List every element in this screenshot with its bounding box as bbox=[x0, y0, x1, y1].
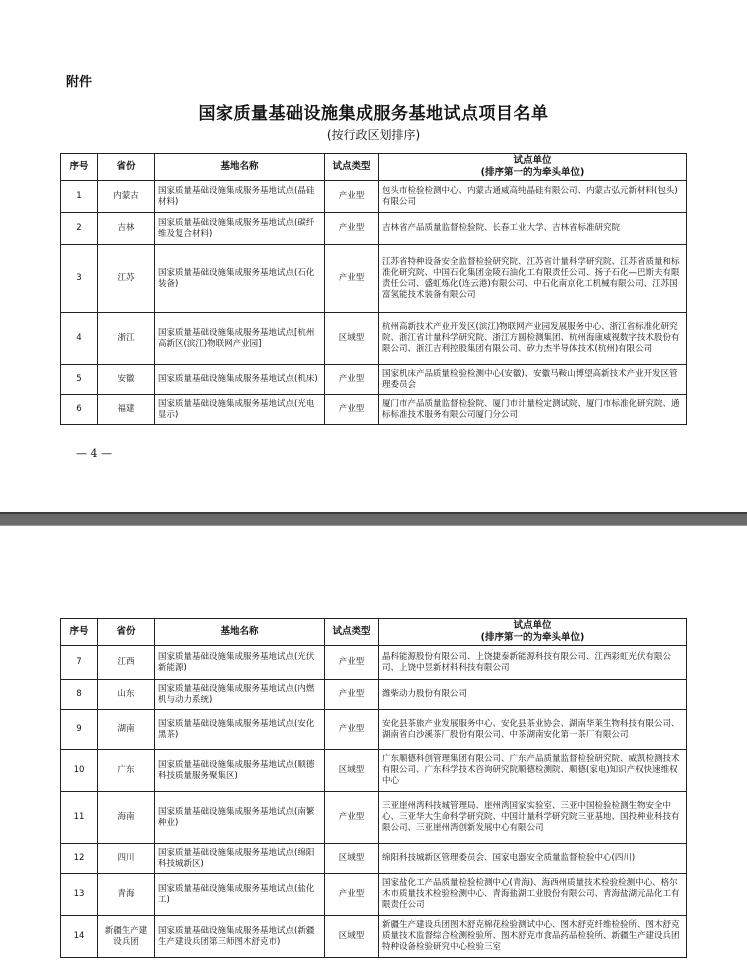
row-base-name: 国家质量基础设施集成服务基地试点(石化装备) bbox=[155, 245, 325, 313]
row-base-name: 国家质量基础设施集成服务基地试点(绵阳科技城新区) bbox=[155, 844, 325, 874]
row-type: 区域型 bbox=[325, 750, 379, 792]
row-type: 产业型 bbox=[325, 680, 379, 710]
header-units bbox=[379, 619, 687, 646]
row-units: 晶科能源股份有限公司、上饶捷泰新能源科技有限公司、江西彩虹光伏有限公司、上饶中昱新材料科技有限公司 bbox=[379, 646, 687, 680]
table-row bbox=[61, 680, 687, 710]
row-province: 广东 bbox=[98, 750, 155, 792]
document-title: 国家质量基础设施集成服务基地试点项目名单 bbox=[198, 104, 549, 124]
row-no: 6 bbox=[61, 395, 98, 425]
row-base-name: 国家质量基础设施集成服务基地试点[杭州高新区(滨江)物联网产业园] bbox=[155, 313, 325, 365]
row-units: 杭州高新技术产业开发区(滨江)物联网产业园发展服务中心、浙江省标准化研究院、浙江省计量科学研究院、浙江方圆检测集团、杭州海康威视数字技术股份有限公司、浙江吉利控股集团有限公司、矽力杰半导体技术(杭州)有限公司 bbox=[379, 313, 687, 365]
row-type: 产业型 bbox=[325, 792, 379, 844]
header-type: 试点类型 bbox=[325, 154, 379, 181]
row-no: 7 bbox=[61, 646, 98, 680]
row-base-name: 国家质量基础设施集成服务基地试点(机床) bbox=[155, 365, 325, 395]
pilot-project-table-1 bbox=[60, 153, 687, 425]
row-province: 安徽 bbox=[98, 365, 155, 395]
row-type: 产业型 bbox=[325, 710, 379, 750]
row-no: 14 bbox=[61, 916, 98, 958]
row-province: 内蒙古 bbox=[98, 181, 155, 213]
table-row bbox=[61, 245, 687, 313]
row-no: 4 bbox=[61, 313, 98, 365]
attachment-label: 附件 bbox=[66, 75, 93, 90]
row-units: 广东顺德科创管理集团有限公司、广东产品质量监督检验研究院、威凯检测技术有限公司、广东科学技术咨询研究院顺德检测院、顺德(家电)知识产权快速维权中心 bbox=[379, 750, 687, 792]
row-province: 福建 bbox=[98, 395, 155, 425]
row-no: 8 bbox=[61, 680, 98, 710]
row-units: 吉林省产品质量监督检验院、长春工业大学、吉林省标准研究院 bbox=[379, 213, 687, 245]
table-row bbox=[61, 395, 687, 425]
row-type: 产业型 bbox=[325, 395, 379, 425]
row-base-name: 国家质量基础设施集成服务基地试点(安化黑茶) bbox=[155, 710, 325, 750]
table-row bbox=[61, 844, 687, 874]
row-units: 国家盐化工产品质量检验检测中心(青海)、海西州质量技术检验检测中心、格尔木市质量技术检验检测中心、青海盐湖工业股份有限公司、青海盐湖元品化工有限责任公司 bbox=[379, 874, 687, 916]
header-type: 试点类型 bbox=[325, 619, 379, 646]
row-base-name: 国家质量基础设施集成服务基地试点(盐化工) bbox=[155, 874, 325, 916]
row-type: 产业型 bbox=[325, 365, 379, 395]
row-province: 海南 bbox=[98, 792, 155, 844]
row-base-name: 国家质量基础设施集成服务基地试点(内燃机与动力系统) bbox=[155, 680, 325, 710]
row-type: 区域型 bbox=[325, 916, 379, 958]
header-units-label: 试点单位 bbox=[513, 155, 552, 166]
row-no: 11 bbox=[61, 792, 98, 844]
row-no: 12 bbox=[61, 844, 98, 874]
row-no: 13 bbox=[61, 874, 98, 916]
row-no: 1 bbox=[61, 181, 98, 213]
table-row bbox=[61, 213, 687, 245]
row-province: 湖南 bbox=[98, 710, 155, 750]
table-row bbox=[61, 750, 687, 792]
header-province: 省份 bbox=[98, 154, 155, 181]
row-type: 产业型 bbox=[325, 213, 379, 245]
table-row bbox=[61, 792, 687, 844]
row-type: 产业型 bbox=[325, 874, 379, 916]
row-base-name: 国家质量基础设施集成服务基地试点(碳纤维及复合材料) bbox=[155, 213, 325, 245]
table-header-row bbox=[61, 154, 687, 181]
table-row bbox=[61, 710, 687, 750]
row-base-name: 国家质量基础设施集成服务基地试点(光伏新能源) bbox=[155, 646, 325, 680]
row-province: 四川 bbox=[98, 844, 155, 874]
row-province: 山东 bbox=[98, 680, 155, 710]
row-units: 新疆生产建设兵团图木舒克棉花检验测试中心、图木舒克纤维检验所、图木舒克质量技术监督综合检测检验所、图木舒克市食品药品检验所、新疆生产建设兵团特种设备检验研究中心检验三室 bbox=[379, 916, 687, 958]
row-province: 青海 bbox=[98, 874, 155, 916]
document-subtitle: (按行政区划排序) bbox=[326, 128, 421, 142]
row-units: 绵阳科技城新区管理委员会、国家电器安全质量监督检验中心(四川) bbox=[379, 844, 687, 874]
header-province: 省份 bbox=[98, 619, 155, 646]
page-separator bbox=[0, 512, 747, 526]
table-row bbox=[61, 874, 687, 916]
header-units-note: (排序第一的为牵头单位) bbox=[480, 167, 585, 178]
row-units: 江苏省特种设备安全监督检验研究院、江苏省计量科学研究院、江苏省质量和标准化研究院、中国石化集团金陵石油化工有限责任公司、扬子石化—巴斯夫有限责任公司、盛虹炼化(连云港)有限公司、中石化南京化工机械有限公司、江苏国富氢能技术装备有限公司 bbox=[379, 245, 687, 313]
row-type: 产业型 bbox=[325, 646, 379, 680]
row-type: 产业型 bbox=[325, 181, 379, 213]
row-units: 三亚崖州湾科技城管理局、崖州湾国家实验室、三亚中国检验检测生物安全中心、三亚华大生命科学研究院、中国计量科学研究院三亚基地、国投种业科技有限公司、三亚崖州湾创新发展中心有限公司 bbox=[379, 792, 687, 844]
row-province: 江苏 bbox=[98, 245, 155, 313]
row-base-name: 国家质量基础设施集成服务基地试点(顺德科技质量服务聚集区) bbox=[155, 750, 325, 792]
table-header-row bbox=[61, 619, 687, 646]
row-units: 安化县茶旅产业发展服务中心、安化县茶业协会、湖南华莱生物科技有限公司、湖南省白沙溪茶厂股份有限公司、中茶湖南安化第一茶厂有限公司 bbox=[379, 710, 687, 750]
table-row bbox=[61, 365, 687, 395]
row-units: 包头市检验检测中心、内蒙古通威高纯晶硅有限公司、内蒙古弘元新材料(包头)有限公司 bbox=[379, 181, 687, 213]
row-units: 潍柴动力股份有限公司 bbox=[379, 680, 687, 710]
header-units-label: 试点单位 bbox=[513, 620, 552, 631]
table-row bbox=[61, 916, 687, 958]
pilot-project-table-2 bbox=[60, 618, 687, 958]
row-base-name: 国家质量基础设施集成服务基地试点(光电显示) bbox=[155, 395, 325, 425]
page-number: — 4 — bbox=[76, 447, 112, 460]
row-province: 浙江 bbox=[98, 313, 155, 365]
row-units: 厦门市产品质量监督检验院、厦门市计量检定测试院、厦门市标准化研究院、通标标准技术服务有限公司厦门分公司 bbox=[379, 395, 687, 425]
row-type: 区域型 bbox=[325, 844, 379, 874]
row-type: 产业型 bbox=[325, 245, 379, 313]
header-no: 序号 bbox=[61, 619, 98, 646]
header-units-note: (排序第一的为牵头单位) bbox=[480, 632, 585, 643]
row-province: 新疆生产建设兵团 bbox=[98, 916, 155, 958]
header-base-name: 基地名称 bbox=[155, 619, 325, 646]
table-row bbox=[61, 181, 687, 213]
table-row bbox=[61, 646, 687, 680]
row-no: 3 bbox=[61, 245, 98, 313]
row-base-name: 国家质量基础设施集成服务基地试点(南繁种业) bbox=[155, 792, 325, 844]
row-no: 9 bbox=[61, 710, 98, 750]
header-no: 序号 bbox=[61, 154, 98, 181]
table-row bbox=[61, 313, 687, 365]
header-units bbox=[379, 154, 687, 181]
row-province: 吉林 bbox=[98, 213, 155, 245]
row-units: 国家机床产品质量检验检测中心(安徽)、安徽马鞍山博望高新技术产业开发区管理委员会 bbox=[379, 365, 687, 395]
row-base-name: 国家质量基础设施集成服务基地试点(新疆生产建设兵团第三师图木舒克市) bbox=[155, 916, 325, 958]
row-no: 5 bbox=[61, 365, 98, 395]
header-base-name: 基地名称 bbox=[155, 154, 325, 181]
row-base-name: 国家质量基础设施集成服务基地试点(晶硅材料) bbox=[155, 181, 325, 213]
row-province: 江西 bbox=[98, 646, 155, 680]
row-no: 10 bbox=[61, 750, 98, 792]
row-no: 2 bbox=[61, 213, 98, 245]
row-type: 区域型 bbox=[325, 313, 379, 365]
